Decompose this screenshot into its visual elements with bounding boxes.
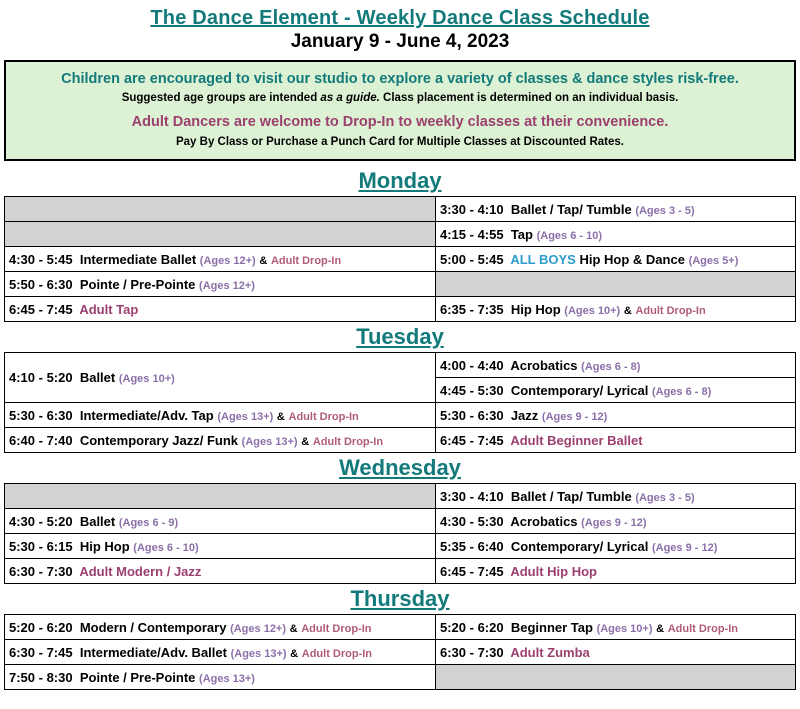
- class-name: Adult Hip Hop: [510, 563, 597, 579]
- class-name: Intermediate Ballet: [79, 251, 197, 267]
- class-cell: [5, 665, 436, 690]
- class-name: Tap: [510, 226, 533, 242]
- class-name: Ballet: [79, 370, 116, 385]
- notice-line-3: Adult Dancers are welcome to Drop-In to weekly classes at their convenience.: [131, 114, 669, 130]
- class-conjunction: &: [656, 622, 665, 635]
- class-time: 6:45 - 7:45: [440, 432, 504, 448]
- class-name: Adult Tap: [79, 301, 139, 317]
- class-cell: [5, 403, 436, 428]
- day-heading-tuesday: Tuesday: [356, 324, 444, 349]
- class-ages: (Ages 5+): [688, 254, 739, 267]
- class-name: Hip Hop: [79, 538, 130, 554]
- class-name: Ballet / Tap/ Tumble: [510, 488, 632, 504]
- class-name: Ballet / Tap/ Tumble: [510, 201, 632, 217]
- class-dropin: Adult Drop-In: [635, 304, 706, 317]
- class-cell: [436, 272, 796, 297]
- class-time: 6:30 - 7:30: [440, 644, 504, 660]
- table-row: [5, 534, 796, 559]
- class-name: Pointe / Pre-Pointe: [79, 276, 196, 292]
- class-ages: (Ages 12+): [230, 622, 287, 635]
- notice-line-2a: Suggested age groups are intended: [121, 92, 321, 104]
- class-cell: [436, 559, 796, 584]
- table-row: [5, 428, 796, 453]
- class-ages: (Ages 6 - 8): [651, 385, 712, 398]
- page-subtitle: January 9 - June 4, 2023: [290, 31, 510, 52]
- class-cell: [5, 272, 436, 297]
- class-dropin: Adult Drop-In: [312, 435, 384, 448]
- class-ages: (Ages 3 - 5): [635, 491, 695, 504]
- class-time: 6:30 - 7:30: [9, 563, 73, 579]
- class-cell: [436, 403, 796, 428]
- page-title: The Dance Element - Weekly Dance Class Schedule: [150, 7, 650, 29]
- class-dropin: Adult Drop-In: [301, 647, 373, 660]
- class-ages: (Ages 10+): [596, 622, 653, 635]
- day-heading-thursday: Thursday: [350, 586, 450, 611]
- class-cell: [5, 353, 436, 403]
- class-ages: (Ages 12+): [199, 254, 256, 267]
- class-time: 6:30 - 7:45: [9, 644, 73, 660]
- schedule-table-wednesday: [4, 483, 796, 584]
- class-dropin: Adult Drop-In: [288, 410, 359, 423]
- class-cell: [436, 640, 796, 665]
- table-row: [5, 665, 796, 690]
- class-conjunction: &: [301, 435, 310, 448]
- class-conjunction: &: [289, 622, 298, 635]
- class-time: 3:30 - 4:10: [440, 201, 504, 217]
- days-container: [0, 166, 800, 690]
- class-ages: (Ages 6 - 8): [581, 360, 641, 373]
- class-cell: [5, 247, 436, 272]
- class-conjunction: &: [290, 647, 299, 660]
- table-row: [5, 640, 796, 665]
- class-cell: [436, 484, 796, 509]
- class-name: Adult Modern / Jazz: [79, 563, 202, 579]
- table-row: [5, 222, 796, 247]
- class-ages: (Ages 13+): [230, 647, 287, 660]
- class-time: 5:30 - 6:30: [440, 407, 504, 423]
- class-time: 5:00 - 5:45: [440, 251, 504, 267]
- class-cell: [5, 615, 436, 640]
- class-time: 4:15 - 4:55: [440, 226, 504, 242]
- class-ages: (Ages 3 - 5): [635, 204, 695, 217]
- class-ages: (Ages 6 - 10): [536, 229, 603, 242]
- class-time: 5:35 - 6:40: [440, 538, 504, 554]
- class-time: 4:30 - 5:30: [440, 513, 504, 529]
- class-dropin: Adult Drop-In: [301, 622, 372, 635]
- class-cell: [5, 509, 436, 534]
- table-row: [5, 484, 796, 509]
- class-highlight: ALL BOYS: [510, 251, 576, 267]
- class-cell: [5, 559, 436, 584]
- notice-line-4: Pay By Class or Purchase a Punch Card for Multiple Classes at Discounted Rates.: [175, 136, 624, 148]
- table-row: [5, 615, 796, 640]
- class-ages: (Ages 6 - 9): [118, 516, 179, 529]
- class-time: 6:35 - 7:35: [440, 301, 504, 317]
- class-cell: [436, 509, 796, 534]
- table-row: [5, 559, 796, 584]
- class-name: Ballet: [79, 513, 116, 529]
- class-time: 5:20 - 6:20: [9, 619, 73, 635]
- class-cell: [436, 378, 796, 403]
- day-heading-wednesday: Wednesday: [339, 455, 461, 480]
- class-ages: (Ages 13+): [199, 672, 255, 685]
- class-ages: (Ages 9 - 12): [541, 410, 608, 423]
- class-ages: (Ages 9 - 12): [581, 516, 647, 529]
- class-time: 4:45 - 5:30: [440, 382, 504, 398]
- class-cell: [5, 428, 436, 453]
- class-time: 5:50 - 6:30: [9, 276, 73, 292]
- class-name: Adult Beginner Ballet: [510, 432, 643, 448]
- class-cell: [5, 534, 436, 559]
- class-name: Jazz: [510, 407, 539, 423]
- table-row: [5, 353, 796, 378]
- class-name: Pointe / Pre-Pointe: [79, 669, 196, 685]
- notice-line-2: [12, 89, 788, 107]
- class-name: Acrobatics: [510, 357, 578, 373]
- notice-line-1: Children are encouraged to visit our studio to explore a variety of classes & dance styles risk-free.: [61, 71, 739, 87]
- notice-box: [4, 60, 796, 161]
- class-cell: [436, 222, 796, 247]
- class-dropin: Adult Drop-In: [270, 254, 342, 267]
- schedule-table-tuesday: [4, 352, 796, 453]
- class-time: 5:20 - 6:20: [440, 619, 504, 635]
- table-row: [5, 272, 796, 297]
- class-cell: [436, 297, 796, 322]
- class-cell: [436, 197, 796, 222]
- notice-line-2-emphasis: as a guide.: [320, 92, 380, 104]
- class-dropin: Adult Drop-In: [667, 622, 738, 635]
- class-ages: (Ages 6 - 10): [133, 541, 199, 554]
- class-cell: [436, 615, 796, 640]
- class-cell: [436, 247, 796, 272]
- class-time: 5:30 - 6:15: [9, 538, 73, 554]
- class-ages: (Ages 10+): [564, 304, 621, 317]
- class-conjunction: &: [623, 304, 632, 317]
- class-name: Acrobatics: [510, 513, 578, 529]
- table-row: [5, 297, 796, 322]
- class-name: Intermediate/Adv. Ballet: [79, 644, 227, 660]
- schedule-table-thursday: [4, 614, 796, 690]
- class-cell: [436, 428, 796, 453]
- class-time: 7:50 - 8:30: [9, 669, 73, 685]
- schedule-table-monday: [4, 196, 796, 322]
- table-row: [5, 197, 796, 222]
- class-time: 6:40 - 7:40: [9, 432, 73, 448]
- class-name: Contemporary Jazz/ Funk: [79, 432, 239, 448]
- class-name: Contemporary/ Lyrical: [510, 538, 649, 554]
- class-time: 5:30 - 6:30: [9, 407, 73, 423]
- class-conjunction: &: [259, 254, 268, 267]
- class-ages: (Ages 9 - 12): [651, 541, 718, 554]
- class-ages: (Ages 10+): [118, 373, 175, 385]
- notice-line-2b: Class placement is determined on an individual basis.: [379, 92, 679, 104]
- class-name: Modern / Contemporary: [79, 619, 227, 635]
- class-time: 6:45 - 7:45: [440, 563, 504, 579]
- class-cell: [5, 197, 436, 222]
- class-cell: [436, 353, 796, 378]
- class-cell: [5, 297, 436, 322]
- class-cell: [5, 484, 436, 509]
- table-row: [5, 509, 796, 534]
- class-name: Hip Hop: [510, 301, 561, 317]
- class-time: 4:30 - 5:45: [9, 251, 73, 267]
- class-name: Beginner Tap: [510, 619, 593, 635]
- class-conjunction: &: [276, 410, 285, 423]
- class-cell: [5, 222, 436, 247]
- class-name: Hip Hop & Dance: [579, 251, 685, 267]
- class-ages: (Ages 13+): [217, 410, 274, 423]
- class-name: Adult Zumba: [510, 644, 590, 660]
- class-cell: [5, 640, 436, 665]
- class-name: Intermediate/Adv. Tap: [79, 407, 214, 423]
- class-cell: [436, 534, 796, 559]
- class-time: 4:10 - 5:20: [9, 370, 73, 385]
- class-time: 6:45 - 7:45: [9, 301, 73, 317]
- table-row: [5, 403, 796, 428]
- day-heading-monday: Monday: [358, 168, 442, 193]
- class-time: 4:00 - 4:40: [440, 357, 504, 373]
- class-ages: (Ages 12+): [199, 279, 255, 292]
- class-time: 3:30 - 4:10: [440, 488, 504, 504]
- class-ages: (Ages 13+): [241, 435, 298, 448]
- class-cell: [436, 665, 796, 690]
- class-time: 4:30 - 5:20: [9, 513, 73, 529]
- class-name: Contemporary/ Lyrical: [510, 382, 649, 398]
- table-row: [5, 247, 796, 272]
